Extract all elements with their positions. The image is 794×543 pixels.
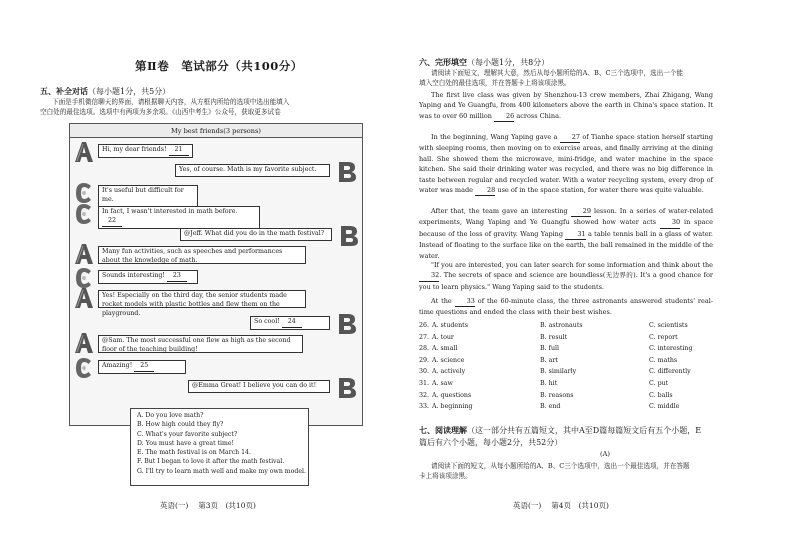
section-7-heading-note: （这一部分共有五篇短文，其中A至D篇每篇短文后有五个小题，E xyxy=(467,426,702,435)
answer-option-b[interactable]: B. art xyxy=(540,356,558,364)
answer-option-b[interactable]: B. result xyxy=(540,333,568,341)
answer-option-c[interactable]: C. balls xyxy=(649,391,673,399)
chat-message xyxy=(98,246,306,264)
chat-message xyxy=(98,185,198,207)
option-item: F. But I began to love it after the math festival. xyxy=(137,458,285,466)
answer-option-a[interactable]: A. science xyxy=(432,356,465,364)
section-5-instruction-2: 空白处的最佳选项。选项中有两项为多余项。《山西中考生》公众号，获取更多试卷 xyxy=(40,108,281,116)
section-5-instruction-1: 下面是手机微信聊天的界面，请根据聊天内容，从方框内所给的选项中选出能填入 xyxy=(52,98,290,106)
option-item: E. The math festival is on March 14. xyxy=(137,449,251,457)
passage-paragraph xyxy=(419,132,713,204)
option-item: C. What's your favorite subject? xyxy=(137,430,238,438)
chat-header: My best friends(3 persons) xyxy=(70,124,362,138)
answer-option-a[interactable]: A. questions xyxy=(432,391,472,399)
section-7-heading-note-2: 篇后有六个小题，每小题2分，共52分） xyxy=(419,438,563,447)
avatar-b-icon xyxy=(338,224,360,248)
passage-text: "If you are interested, you can later search for some information and think about the xyxy=(431,261,713,269)
answer-option-c[interactable]: C. middle xyxy=(649,403,680,411)
blank-number[interactable]: 33 xyxy=(455,296,475,307)
answer-option-a[interactable]: A. actively xyxy=(432,368,466,376)
passage-text: In the beginning, Wang Yaping gave a xyxy=(431,133,560,141)
section-7-heading xyxy=(419,425,701,436)
section-6-instruction-1: 请阅读下面短文，理解其大意，然后从每小题所给的A、B、C三个选项中，选出一个能 xyxy=(431,69,684,77)
blank-number[interactable]: 32 xyxy=(419,270,439,281)
passage-text: across China. xyxy=(514,111,562,120)
chat-message xyxy=(98,360,186,374)
section-5-heading-note: （每小题1分，共5分） xyxy=(88,87,171,96)
answer-option-a[interactable]: A. saw xyxy=(432,380,453,387)
passage-paragraph xyxy=(419,206,713,258)
avatar-a-icon xyxy=(73,242,95,266)
passage-text: use of in the space station, for water there was quite valuable. xyxy=(495,186,704,195)
chat-message-text: In fact, I wasn't interested in math before. xyxy=(102,208,238,215)
section-6-instruction-2: 填入空白处的最佳选项，并在答题卡上将该项涂黑。 xyxy=(419,79,571,87)
section-5-heading-label: 五、补全对话 xyxy=(40,86,88,96)
chat-window xyxy=(69,123,363,426)
blank-number[interactable]: 26 xyxy=(494,111,514,122)
section-5-heading xyxy=(40,86,170,97)
blank-number[interactable]: 23 xyxy=(167,272,187,282)
passage-paragraph xyxy=(419,90,713,130)
question-number: 28. xyxy=(419,345,430,353)
answer-option-c[interactable]: C. interesting xyxy=(649,345,693,353)
chat-message xyxy=(188,380,330,393)
chat-message xyxy=(98,144,193,158)
chat-message xyxy=(180,228,332,241)
answer-option-b[interactable]: B. reasons xyxy=(540,391,574,399)
answer-option-a[interactable]: A. students xyxy=(432,322,468,329)
section-7-heading-label: 七、阅读理解 xyxy=(419,425,467,435)
option-item: G. I'll try to learn math well and make my own model. xyxy=(137,467,306,475)
page-footer-left: 英语(一) 第3页 (共10页) xyxy=(160,501,256,510)
section-6-heading-label: 六、完形填空 xyxy=(419,57,467,67)
question-number: 33. xyxy=(419,403,430,411)
answer-option-b[interactable]: B. astronauts xyxy=(540,322,583,329)
avatar-b-icon xyxy=(336,160,358,184)
blank-number[interactable]: 24 xyxy=(282,318,302,328)
blank-number[interactable]: 28 xyxy=(475,185,495,196)
avatar-c-icon xyxy=(73,356,95,380)
chat-message-text: Amazing! xyxy=(102,362,135,369)
passage-paragraph xyxy=(419,260,713,294)
option-item: B. How high could they fly? xyxy=(137,421,224,429)
avatar-a-icon xyxy=(73,140,95,164)
avatar-b-icon xyxy=(336,376,358,400)
chat-message-text: Sounds interesting! xyxy=(102,272,167,279)
chat-message xyxy=(98,206,260,229)
chat-message xyxy=(98,270,198,284)
question-number: 29. xyxy=(419,356,430,364)
answer-option-c[interactable]: C. maths xyxy=(649,356,678,364)
page-footer-right: 英语(一) 第4页 (共10页) xyxy=(513,501,609,510)
chat-message-text: Yes! Especially on the third day, the senior students made rocket models with plastic bottles and flew them on the playground. xyxy=(102,292,287,317)
blank-number[interactable]: 27 xyxy=(560,132,580,143)
option-item: A. Do you love math? xyxy=(137,412,204,419)
passage-text: lesson. In a series of water-related experiments, Wang Yaping and Ye Guangfu showed how water acts xyxy=(419,207,713,227)
blank-number[interactable]: 22 xyxy=(102,217,122,227)
passage-text: . The secrets of space and science are boundless(无边界的). It's a good chance for you to learn physics." Wang Yaping said to the students. xyxy=(419,271,713,291)
answer-option-c[interactable]: C. scientists xyxy=(649,322,688,329)
question-number: 32. xyxy=(419,391,430,399)
avatar-a-icon xyxy=(73,286,95,310)
chat-message-text: Many fun activities, such as speeches and performances about the knowledge of math. xyxy=(102,248,283,264)
blank-number[interactable]: 25 xyxy=(134,362,154,372)
answer-option-b[interactable]: B. end xyxy=(540,403,561,411)
passage-text: of the 60-minute class, the three astronants answered students' real-time questions and ended the class with their best wishes. xyxy=(419,297,713,317)
chat-message xyxy=(250,316,330,330)
question-number: 27. xyxy=(419,333,430,341)
question-number: 31. xyxy=(419,380,430,387)
answer-option-a[interactable]: A. small xyxy=(432,345,458,353)
answer-option-c[interactable]: C. differently xyxy=(649,368,691,376)
options-list xyxy=(137,411,306,476)
chat-message-text: So cool! xyxy=(254,318,282,325)
passage-paragraph xyxy=(419,296,713,318)
avatar-a-icon xyxy=(73,331,95,355)
passage-text: in space because of the loss of gravity. Wang Yaping xyxy=(419,218,713,238)
chat-message xyxy=(175,164,330,177)
chat-message-text: Hi, my dear friends! xyxy=(102,146,169,153)
answer-option-c[interactable]: C. put xyxy=(649,380,669,387)
answer-option-a[interactable]: A. beginning xyxy=(432,403,473,411)
blank-number[interactable]: 31 xyxy=(565,229,585,240)
chat-message-text: Yes, of course. Math is my favorite subject. xyxy=(179,166,317,173)
section-6-heading-note: （每小题1分，共8分） xyxy=(467,58,550,67)
answer-option-b[interactable]: B. similarly xyxy=(540,368,577,376)
passage-text: After that, the team gave an interesting xyxy=(431,207,571,215)
chat-message xyxy=(98,335,303,353)
blank-number[interactable]: 29 xyxy=(571,206,591,217)
chat-message xyxy=(98,290,306,317)
passage-text: of Tianhe space station herself starting with sleeping rooms, then moving on to exercise areas, and finally arriving at the dining hall. She showed them the microwave, mini-fridge, and water machine in the space kitchen. She said their drinking water was recycled, and there was no big difference in taste between regular and recycled water. With a water recycling system, every drop of water was made xyxy=(419,133,713,195)
paper-title: 第Ⅱ卷 笔试部分（共100分） xyxy=(135,59,303,73)
section-7-instruction-2: 卡上将该项涂黑。 xyxy=(419,472,472,480)
passage-text: a table tennis ball in a glass of water. Instead of floating to the surface like on the earth, the ball remained in the middle of the water. xyxy=(419,229,713,260)
chat-message-text: @Sam. The most successful one flew as high as the second floor of the teaching building! xyxy=(102,337,291,353)
answer-option-b[interactable]: B. full xyxy=(540,345,560,353)
blank-number[interactable]: 30 xyxy=(660,217,680,228)
answer-option-c[interactable]: C. report xyxy=(649,333,678,341)
avatar-b-icon xyxy=(336,312,358,336)
avatar-c-icon xyxy=(73,202,95,226)
question-number: 30. xyxy=(419,368,430,376)
question-number: 26. xyxy=(419,322,430,329)
answer-option-a[interactable]: A. tour xyxy=(432,333,454,341)
blank-number[interactable]: 21 xyxy=(169,146,189,156)
chat-message-text: It's useful but difficult for me. xyxy=(102,187,184,203)
answer-option-b[interactable]: B. hit xyxy=(540,380,558,387)
section-6-heading xyxy=(419,57,549,68)
passage-text: At the xyxy=(431,297,455,305)
section-7-sub: (A) xyxy=(600,450,610,458)
chat-message-text: @Emma Great! I believe you can do it! xyxy=(192,382,317,389)
option-item: D. You must have a great time! xyxy=(137,439,235,447)
chat-message-text: @Jeff. What did you do in the math festival? xyxy=(184,230,325,237)
passage-text: The first live class was given by Shenzhou-13 crew members, Zhai Zhigang, Wang Yaping and Ye Guangfu, from 400 kilometers above the earth in China's space station. It was to over 60 million xyxy=(419,91,713,120)
section-7-instruction-1: 请阅读下面的短文，从每小题所给的A、B、C三个选项中，选出一个最佳选项，并在答题 xyxy=(431,462,690,470)
options-box xyxy=(130,408,309,486)
